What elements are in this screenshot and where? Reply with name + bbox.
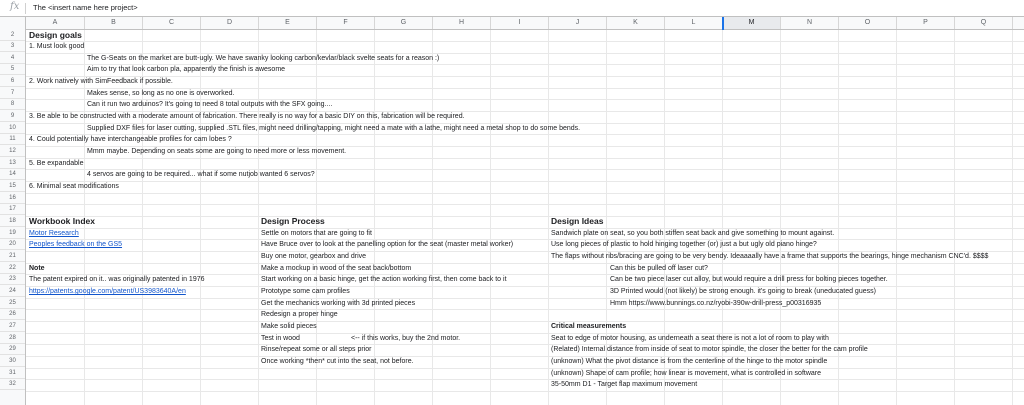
gridline bbox=[374, 30, 375, 405]
goal-item: 2. Work natively with SimFeedback if possible. bbox=[29, 78, 173, 85]
process-step: Buy one motor, gearbox and drive bbox=[261, 253, 367, 260]
row-header[interactable]: 28 bbox=[0, 333, 25, 344]
row-header-bar bbox=[0, 30, 26, 405]
goal-note: Makes sense, so long as no one is overworked. bbox=[87, 90, 235, 97]
note-label: Note bbox=[29, 265, 45, 272]
gridline bbox=[432, 30, 433, 405]
process-step: Prototype some cam profiles bbox=[261, 288, 350, 295]
idea-subitem: Can this be pulled off laser cut? bbox=[610, 265, 708, 272]
gridline bbox=[26, 391, 1024, 392]
process-step: Make solid pieces bbox=[261, 323, 317, 330]
gridline bbox=[26, 216, 1024, 217]
row-header[interactable]: 29 bbox=[0, 344, 25, 355]
gridline bbox=[548, 30, 549, 405]
process-step: Test in wood bbox=[261, 335, 300, 342]
gridline bbox=[26, 181, 1024, 182]
gridline bbox=[26, 263, 1024, 264]
gridline bbox=[26, 321, 1024, 322]
column-header-l[interactable]: L bbox=[665, 17, 723, 29]
column-header-h[interactable]: H bbox=[433, 17, 491, 29]
row-header[interactable]: 30 bbox=[0, 356, 25, 367]
row-header[interactable]: 8 bbox=[0, 99, 25, 110]
row-header[interactable]: 15 bbox=[0, 181, 25, 192]
peoples-feedback-link[interactable]: Peoples feedback on the GS5 bbox=[29, 241, 123, 248]
select-all-corner[interactable] bbox=[0, 17, 26, 30]
gridline bbox=[26, 239, 1024, 240]
row-header[interactable]: 12 bbox=[0, 146, 25, 157]
gridline bbox=[26, 228, 1024, 229]
patent-link[interactable]: https://patents.google.com/patent/US3983640A/en bbox=[29, 288, 186, 295]
row-header[interactable]: 25 bbox=[0, 298, 25, 309]
row-header[interactable]: 26 bbox=[0, 309, 25, 320]
row-header[interactable]: 13 bbox=[0, 158, 25, 169]
process-step: Once working *then* cut into the seat, not before. bbox=[261, 358, 414, 365]
gridline bbox=[26, 76, 1024, 77]
critical-item: (unknown) Shape of cam profile; how linear is movement, what is controlled in software bbox=[551, 370, 822, 377]
row-header[interactable]: 3 bbox=[0, 41, 25, 52]
gridline bbox=[490, 30, 491, 405]
column-header-o[interactable]: O bbox=[839, 17, 897, 29]
process-step: Start working on a basic hinge, get the action working first, then come back to it bbox=[261, 276, 507, 283]
gridline bbox=[954, 30, 955, 405]
critical-item: 35-50mm D1 - Target flap maximum movement bbox=[551, 381, 698, 388]
fx-icon: fx bbox=[10, 1, 20, 12]
motor-research-link[interactable]: Motor Research bbox=[29, 230, 79, 237]
row-header[interactable]: 24 bbox=[0, 286, 25, 297]
column-header-a[interactable]: A bbox=[26, 17, 85, 29]
idea-item: Use long pieces of plastic to hold hinging together (or) just a but ugly old piano hinge? bbox=[551, 241, 817, 248]
idea-subitem: 3D Printed would (not likely) be strong enough. it's going to break (uneducated guess) bbox=[610, 288, 876, 295]
gridline bbox=[26, 368, 1024, 369]
column-header-b[interactable]: B bbox=[85, 17, 143, 29]
row-header[interactable]: 22 bbox=[0, 263, 25, 274]
row-header[interactable]: 23 bbox=[0, 274, 25, 285]
row-header[interactable]: 4 bbox=[0, 53, 25, 64]
process-step: Make a mockup in wood of the seat back/bottom bbox=[261, 265, 412, 272]
column-header-i[interactable]: I bbox=[491, 17, 549, 29]
row-header[interactable]: 27 bbox=[0, 321, 25, 332]
workbook-index-heading: Workbook Index bbox=[29, 216, 95, 226]
row-header[interactable]: 11 bbox=[0, 134, 25, 145]
row-header[interactable]: 16 bbox=[0, 193, 25, 204]
goal-note: Supplied DXF files for laser cutting, supplied .STL files, might need drilling/tapping, might need a mate with a lathe, might need a metal shop to do some bends. bbox=[87, 125, 581, 132]
process-step: Rinse/repeat some or all steps prior bbox=[261, 346, 372, 353]
process-step: Settle on motors that are going to fit bbox=[261, 230, 372, 237]
goal-item: 4. Could potentially have interchangeable profiles for cam lobes ? bbox=[29, 136, 232, 143]
row-header[interactable]: 7 bbox=[0, 88, 25, 99]
gridline bbox=[26, 344, 1024, 345]
column-header-k[interactable]: K bbox=[607, 17, 665, 29]
gridline bbox=[26, 193, 1024, 194]
design-goals-heading: Design goals bbox=[29, 30, 82, 40]
critical-measurements-heading: Critical measurements bbox=[551, 323, 627, 330]
gridline bbox=[1012, 30, 1013, 405]
process-step: Have Bruce over to look at the panelling option for the seat (master metal worker) bbox=[261, 241, 514, 248]
idea-subitem: Can be two piece laser cut alloy, but would require a drill press for bolting pieces together. bbox=[610, 276, 888, 283]
column-header-g[interactable]: G bbox=[375, 17, 433, 29]
column-header-j[interactable]: J bbox=[549, 17, 607, 29]
cell-grid[interactable] bbox=[26, 30, 1024, 405]
design-ideas-heading: Design Ideas bbox=[551, 216, 604, 226]
formula-separator bbox=[25, 3, 26, 14]
row-header[interactable]: 19 bbox=[0, 228, 25, 239]
column-header-e[interactable]: E bbox=[259, 17, 317, 29]
process-step: Redesign a proper hinge bbox=[261, 311, 338, 318]
process-test-note: <-- if this works, buy the 2nd motor. bbox=[351, 335, 461, 342]
row-header[interactable]: 9 bbox=[0, 111, 25, 122]
row-header[interactable]: 6 bbox=[0, 76, 25, 87]
goal-item: 3. Be able to be constructed with a moderate amount of fabrication. There really is no way for a basic DIY on this, fabrication will be required. bbox=[29, 113, 465, 120]
critical-item: (unknown) What the pivot distance is from the centerline of the hinge to the motor spindle bbox=[551, 358, 828, 365]
goal-note: Can it run two arduinos? It's going to need 8 total outputs with the SFX going.... bbox=[87, 101, 333, 108]
column-header-f[interactable]: F bbox=[317, 17, 375, 29]
row-header[interactable]: 10 bbox=[0, 123, 25, 134]
column-header-bar bbox=[0, 17, 1024, 30]
column-header-m[interactable]: M bbox=[723, 17, 781, 29]
goal-note: 4 servos are going to be required... what if some nutjob wanted 6 servos? bbox=[87, 171, 315, 178]
column-header-d[interactable]: D bbox=[201, 17, 259, 29]
goal-note: Mmm maybe. Depending on seats some are going to need more or less movement. bbox=[87, 148, 347, 155]
gridline bbox=[26, 298, 1024, 299]
selected-column-indicator bbox=[722, 17, 724, 30]
row-header[interactable]: 21 bbox=[0, 251, 25, 262]
row-header[interactable]: 32 bbox=[0, 379, 25, 390]
gridline bbox=[896, 30, 897, 405]
row-header[interactable]: 14 bbox=[0, 169, 25, 180]
process-step: Get the mechanics working with 3d printed pieces bbox=[261, 300, 416, 307]
row-header[interactable]: 5 bbox=[0, 64, 25, 75]
row-header[interactable]: 18 bbox=[0, 216, 25, 227]
idea-item: The flaps without ribs/bracing are going to be very bendy. Ideaaaally have a frame that supports the bearings, hinge mechanism CNC'd. $$$$ bbox=[551, 253, 989, 260]
idea-item: Sandwich plate on seat, so you both stiffen seat back and give something to mount against. bbox=[551, 230, 835, 237]
gridline bbox=[26, 158, 1024, 159]
goal-note: Aim to try that look carbon pla, apparently the finish is awesome bbox=[87, 66, 286, 73]
critical-item: Seat to edge of motor housing, as underneath a seat there is not a lot of room to play with bbox=[551, 335, 829, 342]
goal-item: 5. Be expandable bbox=[29, 160, 84, 167]
column-header-n[interactable]: N bbox=[781, 17, 839, 29]
column-header-c[interactable]: C bbox=[143, 17, 201, 29]
column-header-p[interactable]: P bbox=[897, 17, 955, 29]
row-header[interactable]: 31 bbox=[0, 368, 25, 379]
gridline bbox=[26, 41, 1024, 42]
gridline bbox=[26, 356, 1024, 357]
row-header[interactable]: 2 bbox=[0, 30, 25, 41]
critical-item: (Related) Internal distance from inside of seat to motor spindle, the closer the better for the cam profile bbox=[551, 346, 868, 353]
gridline bbox=[26, 204, 1024, 205]
formula-input[interactable]: The <insert name here project> bbox=[33, 3, 138, 12]
goal-note: The G-Seats on the market are butt-ugly. We have swanky looking carbon/kevlar/black svelte seats for a reason :) bbox=[87, 55, 440, 62]
row-header[interactable]: 20 bbox=[0, 239, 25, 250]
formula-bar bbox=[0, 0, 1024, 17]
goal-item: 1. Must look good bbox=[29, 43, 85, 50]
row-header[interactable]: 17 bbox=[0, 204, 25, 215]
design-process-heading: Design Process bbox=[261, 216, 325, 226]
patent-note: The patent expired on it.. was originally patented in 1976 bbox=[29, 276, 205, 283]
gridline bbox=[26, 333, 1024, 334]
goal-item: 6. Minimal seat modifications bbox=[29, 183, 119, 190]
gridline bbox=[258, 30, 259, 405]
column-header-q[interactable]: Q bbox=[955, 17, 1013, 29]
gridline bbox=[200, 30, 201, 405]
idea-subitem: Hmm https://www.bunnings.co.nz/ryobi-390w-drill-press_p00316935 bbox=[610, 300, 822, 307]
gridline bbox=[26, 379, 1024, 380]
gridline bbox=[26, 309, 1024, 310]
